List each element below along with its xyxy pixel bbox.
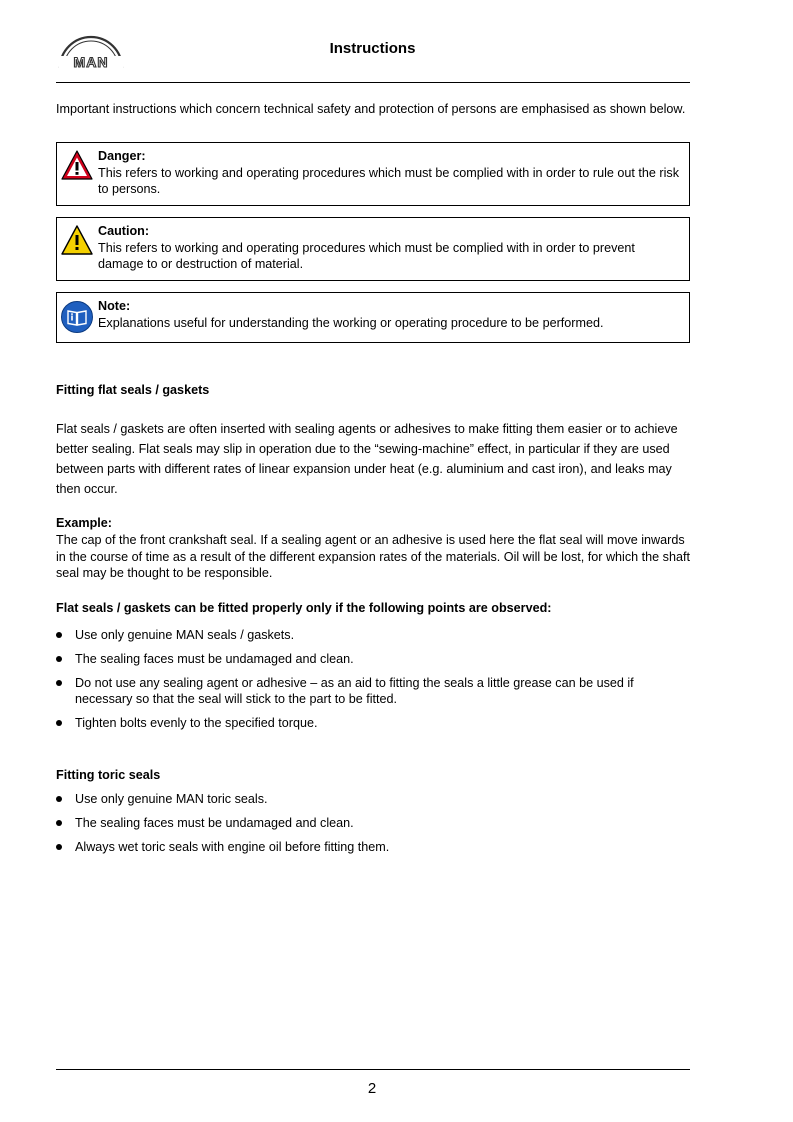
list-item-text: The sealing faces must be undamaged and clean.	[75, 652, 354, 666]
list-item	[56, 675, 696, 707]
logo-lettering: MAN	[73, 54, 109, 70]
list-item	[56, 715, 696, 731]
caution-title: Caution:	[98, 224, 150, 238]
list-item-text: The sealing faces must be undamaged and clean.	[75, 816, 354, 830]
bullet-dot	[56, 720, 62, 726]
caution-warning-triangle-icon	[60, 224, 94, 261]
toric-seals-heading: Fitting toric seals	[56, 768, 161, 782]
note-book-icon	[60, 300, 94, 337]
page-number: 2	[367, 1080, 377, 1097]
man-logo	[56, 30, 126, 70]
bullet-dot	[56, 632, 62, 638]
list-item	[56, 839, 696, 855]
intro-text: Important instructions which concern technical safety and protection of persons are emphasised as shown below.	[56, 102, 686, 116]
caution-text: This refers to working and operating procedures which must be complied with in order to prevent damage to or destruction of material.	[98, 241, 635, 271]
danger-text: This refers to working and operating procedures which must be complied with in order to rule out the risk to persons.	[98, 166, 679, 196]
flat-seals-points-list	[56, 627, 696, 731]
note-notice	[56, 292, 690, 343]
danger-warning-triangle-icon	[60, 149, 94, 186]
danger-notice	[56, 142, 690, 206]
danger-title: Danger:	[98, 149, 146, 163]
bullet-dot	[56, 680, 62, 686]
bullet-dot	[56, 844, 62, 850]
flat-seals-heading: Fitting flat seals / gaskets	[56, 383, 210, 397]
note-title: Note:	[98, 299, 131, 313]
page-title: Instructions	[329, 40, 416, 57]
bullet-dot	[56, 656, 62, 662]
list-item	[56, 815, 696, 831]
bullet-dot	[56, 796, 62, 802]
footer-divider	[56, 1069, 690, 1070]
list-item-text: Always wet toric seals with engine oil before fitting them.	[75, 840, 390, 854]
list-item	[56, 791, 696, 807]
flat-seals-points-heading: Flat seals / gaskets can be fitted properly only if the following points are observed:	[56, 601, 552, 615]
list-item	[56, 627, 696, 643]
example-label: Example:	[56, 516, 112, 530]
example-text: The cap of the front crankshaft seal. If a sealing agent or an adhesive is used here the flat seal will move inwards in the course of time as a result of the different expansion rates of the materials. Oil will be lost, for which the shaft seal may be thought to be responsible.	[56, 533, 690, 580]
list-item-text: Do not use any sealing agent or adhesive – as an aid to fitting the seals a little grease can be used if necessary so that the seal will stick to the part to be fitted.	[75, 676, 634, 706]
list-item	[56, 651, 696, 667]
toric-seals-points-list	[56, 791, 696, 855]
list-item-text: Use only genuine MAN toric seals.	[75, 792, 268, 806]
flat-seals-paragraph: Flat seals / gaskets are often inserted with sealing agents or adhesives to make fitting them easier or to achieve better sealing. Flat seals may slip in operation due to the “sewing-machine” effect, in particular if they are used between parts with different rates of linear expansion under heat (e.g. aluminium and cast iron), and leaks may then occur.	[56, 422, 678, 496]
bullet-dot	[56, 820, 62, 826]
note-text: Explanations useful for understanding the working or operating procedure to be performed.	[98, 316, 604, 330]
header-divider	[56, 82, 690, 83]
caution-notice	[56, 217, 690, 281]
list-item-text: Tighten bolts evenly to the specified torque.	[75, 716, 318, 730]
list-item-text: Use only genuine MAN seals / gaskets.	[75, 628, 295, 642]
